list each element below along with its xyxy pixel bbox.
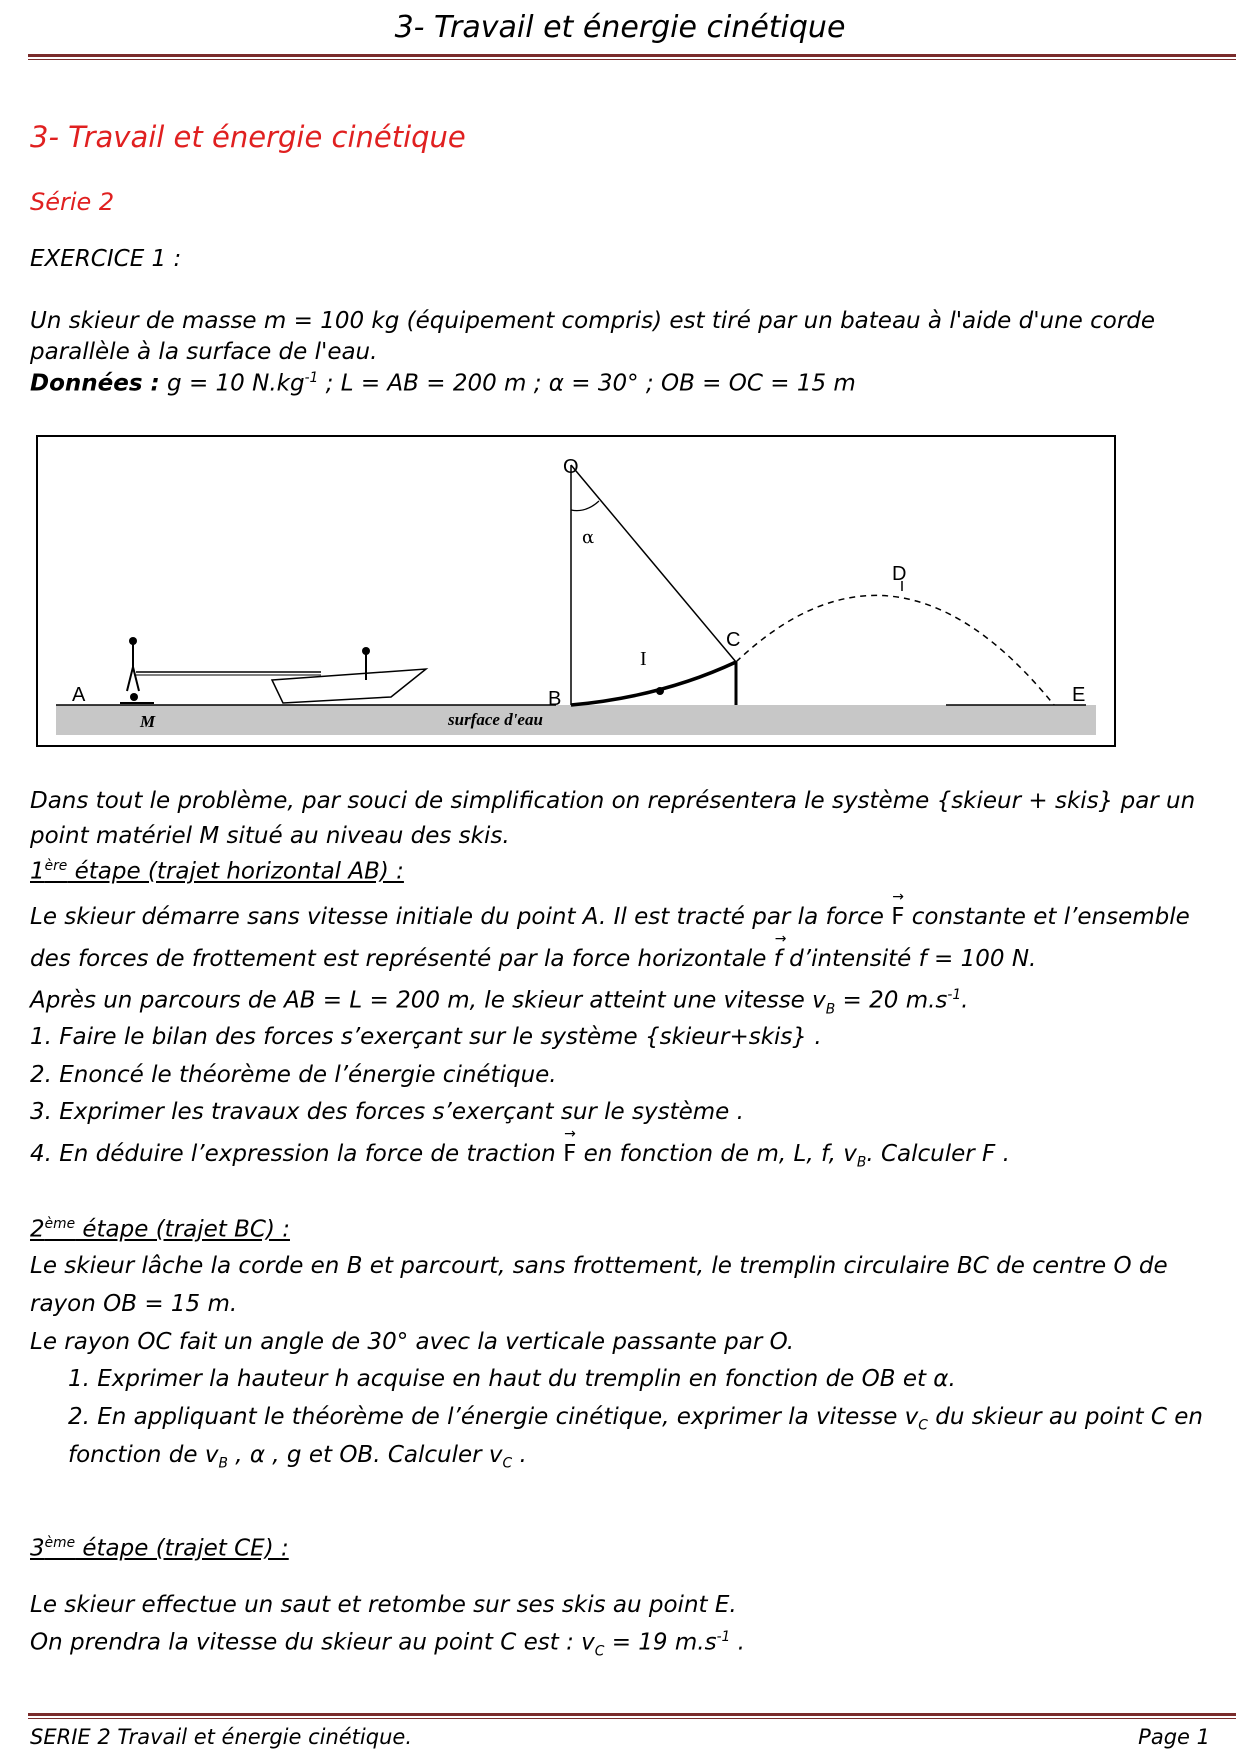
footer-left: SERIE 2 Travail et énergie cinétique. xyxy=(30,1725,412,1749)
water-label: surface d'eau xyxy=(448,710,543,729)
boat-pilot xyxy=(362,647,370,655)
s3-2c: . xyxy=(730,1629,745,1656)
label-i: I xyxy=(640,648,647,670)
step-2-sup: ème xyxy=(44,1216,76,1232)
step-2-line-1: Le skieur lâche la corde en B et parcourt, sans frottement, le tremplin circulaire BC de centre O de xyxy=(30,1253,1168,1279)
s3-2-sub: C xyxy=(594,1643,605,1660)
q4b: en fonction de m, L, f, v xyxy=(576,1141,857,1167)
step-3-sup: ème xyxy=(44,1535,76,1551)
label-d: D xyxy=(892,563,907,585)
diagram-frame xyxy=(37,436,1115,746)
data-label: Données : xyxy=(30,370,160,397)
step-1-line-3 xyxy=(30,987,968,1017)
s1-1b: constante et l’ensemble xyxy=(904,904,1190,930)
step-1-line-2 xyxy=(30,946,1036,972)
para-1-line-2: point matériel M situé au niveau des skis. xyxy=(30,823,510,849)
water-surface xyxy=(56,705,1096,735)
s2-q3a: fonction de v xyxy=(68,1442,219,1468)
intro-line-1: Un skieur de masse m = 100 kg (équipement compris) est tiré par un bateau à l'aide d'une corde xyxy=(30,308,1156,334)
label-o: O xyxy=(563,456,579,478)
s3-2b: = 19 m.s xyxy=(604,1629,717,1656)
step-2-line-2: rayon OB = 15 m. xyxy=(30,1291,238,1317)
s2-q2b: du skieur au point C en xyxy=(927,1404,1203,1430)
step-2-question-2-cont xyxy=(68,1442,527,1472)
s1-3b: = 20 m.s xyxy=(835,987,948,1014)
data-g-exponent: -1 xyxy=(304,370,319,386)
question-2: 2. Enoncé le théorème de l’énergie cinétique. xyxy=(30,1062,557,1088)
footer-rule-top xyxy=(28,1713,1236,1716)
s2-q2a: 2. En appliquant le théorème de l’énergie cinétique, exprimer la vitesse v xyxy=(68,1404,919,1430)
step-2-question-1: 1. Exprimer la hauteur h acquise en haut du tremplin en fonction de OB et α. xyxy=(68,1366,956,1392)
friction-f-vector: → f xyxy=(774,946,782,972)
s1-1a: Le skieur démarre sans vitesse initiale du point A. Il est tracté par la force xyxy=(30,904,892,930)
s1-3c: . xyxy=(961,987,969,1014)
step-2-heading xyxy=(30,1216,290,1243)
traction-f-vector: → F xyxy=(563,1141,576,1167)
section-title: 3- Travail et énergie cinétique xyxy=(30,120,466,154)
s2-q2-sub: C xyxy=(918,1417,928,1434)
step-3-title: étape (trajet CE) : xyxy=(75,1535,289,1562)
q4-sub: B xyxy=(856,1154,867,1171)
data-line xyxy=(30,370,856,397)
footer-page-number: Page 1 xyxy=(1138,1725,1210,1749)
s2-q3-sub1: B xyxy=(218,1455,228,1472)
step-1-sup: ère xyxy=(44,858,68,874)
force-f-vector: → F xyxy=(891,904,904,930)
data-rest: ; L = AB = 200 m ; α = 30° ; OB = OC = 15 m xyxy=(318,370,856,397)
label-m: M xyxy=(140,712,156,731)
step-2-num: 2 xyxy=(30,1216,45,1243)
step-2-title: étape (trajet BC) : xyxy=(75,1216,290,1243)
step-3-line-1: Le skieur effectue un saut et retombe sur ses skis au point E. xyxy=(30,1592,737,1618)
label-a: A xyxy=(72,684,86,706)
intro-line-2: parallèle à la surface de l'eau. xyxy=(30,339,378,365)
exercise-heading: EXERCICE 1 : xyxy=(30,246,182,272)
skier-point-i xyxy=(656,687,664,695)
s3-2-exp: -1 xyxy=(716,1629,731,1645)
label-e: E xyxy=(1072,684,1086,706)
step-1-num: 1 xyxy=(30,858,45,885)
q4c: . Calculer F . xyxy=(866,1141,1010,1167)
skier-point-m xyxy=(130,693,138,701)
step-2-line-3: Le rayon OC fait un angle de 30° avec la verticale passante par O. xyxy=(30,1329,795,1355)
question-4 xyxy=(30,1141,1010,1171)
step-3-line-2 xyxy=(30,1629,745,1659)
skier-head xyxy=(129,637,137,645)
step-3-heading xyxy=(30,1535,289,1562)
s1-3-exp: -1 xyxy=(947,987,962,1003)
label-alpha: α xyxy=(582,527,595,548)
question-1: 1. Faire le bilan des forces s’exerçant sur le système {skieur+skis} . xyxy=(30,1024,822,1050)
para-1-line-1: Dans tout le problème, par souci de simplification on représentera le système {skieur + skis} par un xyxy=(30,788,1196,814)
s2-q3-sub2: C xyxy=(502,1455,513,1472)
step-1-title: étape (trajet horizontal AB) : xyxy=(67,858,404,885)
question-3: 3. Exprimer les travaux des forces s’exerçant sur le système . xyxy=(30,1099,744,1125)
step-3-num: 3 xyxy=(30,1535,45,1562)
label-b: B xyxy=(548,688,562,710)
skier-diagram xyxy=(36,435,1126,755)
s2-q3b: , α , g et OB. Calculer v xyxy=(227,1442,503,1468)
label-c: C xyxy=(726,629,741,651)
page-header-title: 3- Travail et énergie cinétique xyxy=(394,10,846,45)
data-g: g = 10 N.kg xyxy=(159,370,305,397)
step-1-line-1 xyxy=(30,904,1190,930)
s3-2a: On prendra la vitesse du skieur au point C est : v xyxy=(30,1629,595,1656)
s1-3-sub: B xyxy=(825,1001,836,1018)
s1-3a: Après un parcours de AB = L = 200 m, le skieur atteint une vitesse v xyxy=(30,987,826,1014)
header-rule-top xyxy=(28,54,1236,57)
header-rule-bottom xyxy=(28,59,1236,60)
footer-rule-bottom xyxy=(28,1718,1236,1719)
s1-2a: des forces de frottement est représenté par la force horizontale xyxy=(30,946,774,972)
series-title: Série 2 xyxy=(30,188,115,216)
s1-2b: d’intensité f = 100 N. xyxy=(781,946,1037,972)
step-1-heading xyxy=(30,858,404,885)
s2-q3c: . xyxy=(512,1442,527,1468)
step-2-question-2 xyxy=(68,1404,1203,1434)
q4a: 4. En déduire l’expression la force de traction xyxy=(30,1141,564,1167)
